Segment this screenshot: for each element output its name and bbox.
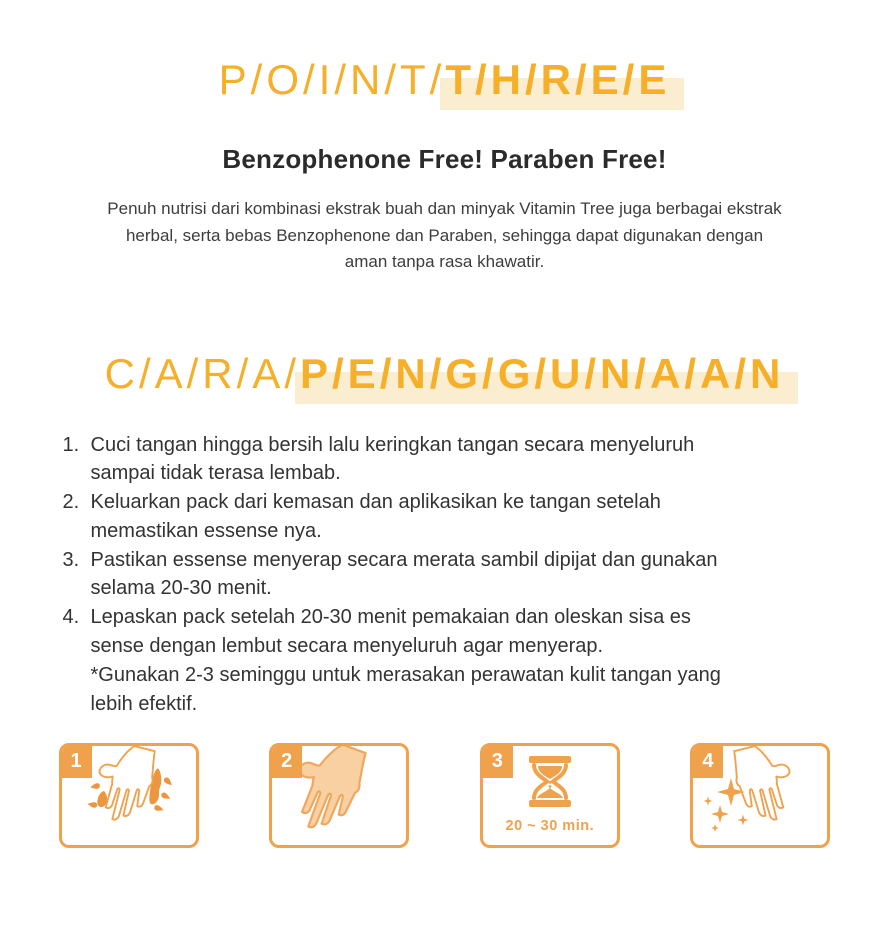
- description-paragraph: [50, 196, 840, 276]
- usage-instructions-list: [63, 431, 827, 719]
- point-heading-bold-highlighted: T/H/R/E/E: [445, 56, 671, 103]
- step-number-badge: 2: [271, 745, 302, 778]
- step-number-badge: 3: [482, 745, 513, 778]
- step-card-1: [59, 743, 199, 848]
- instruction-text: Keluarkan pack dari kemasan dan aplikasikan ke tangan setelah memastikan essense nya.: [90, 491, 661, 542]
- instruction-item-3: [63, 546, 827, 604]
- instruction-item-1: [63, 431, 827, 489]
- instruction-note: lebih efektif.: [90, 692, 198, 715]
- instruction-note: *Gunakan 2-3 seminggu untuk merasakan perawatan kulit tangan yang: [90, 663, 721, 686]
- cara-penggunaan-heading: [0, 350, 889, 398]
- instruction-text: Cuci tangan hingga bersih lalu keringkan tangan secara menyeluruh sampai tidak terasa lembab.: [90, 433, 695, 485]
- step-card-4: [690, 743, 830, 848]
- description-line: Penuh nutrisi dari kombinasi ekstrak buah dan minyak Vitamin Tree juga berbagai ekstrak: [107, 199, 782, 218]
- instruction-text: Pastikan essense menyerap secara merata sambil dipijat dan gunakan selama 20-30 menit.: [90, 548, 718, 600]
- step-number-badge: 4: [692, 745, 723, 778]
- instruction-item-2: [63, 488, 827, 546]
- step-illustrations-row: [59, 743, 831, 848]
- instruction-number: 1.: [62, 433, 80, 456]
- usage-heading-bold-highlighted: P/E/N/G/G/U/N/A/A/N: [300, 349, 785, 397]
- instruction-number: 4.: [62, 606, 80, 629]
- point-three-heading: [0, 56, 889, 104]
- instruction-number: 3.: [62, 548, 80, 571]
- step-card-2: [269, 743, 409, 848]
- step-number-badge: 1: [61, 745, 92, 778]
- instruction-number: 2.: [62, 491, 80, 514]
- description-line: herbal, serta bebas Benzophenone dan Paraben, sehingga dapat digunakan dengan: [125, 225, 764, 245]
- step-card-3: [480, 743, 620, 848]
- duration-label: 20 ~ 30 min.: [505, 818, 595, 835]
- instruction-text: Lepaskan pack setelah 20-30 menit pemakaian dan oleskan sisa es sense dengan lembut secara menyeluruh agar menyerap. *Gunakan 2-3 seminggu untuk merasakan perawatan kulit tangan yang lebih efektif.: [91, 603, 827, 718]
- instruction-item-4: [63, 603, 827, 718]
- usage-heading-light: C/A/R/A/: [104, 349, 300, 397]
- point-heading-light: P/O/I/N/T/: [218, 56, 446, 103]
- description-line: aman tanpa rasa khawatir.: [344, 252, 545, 271]
- benzophenone-free-subtitle: Benzophenone Free! Paraben Free!: [222, 144, 667, 174]
